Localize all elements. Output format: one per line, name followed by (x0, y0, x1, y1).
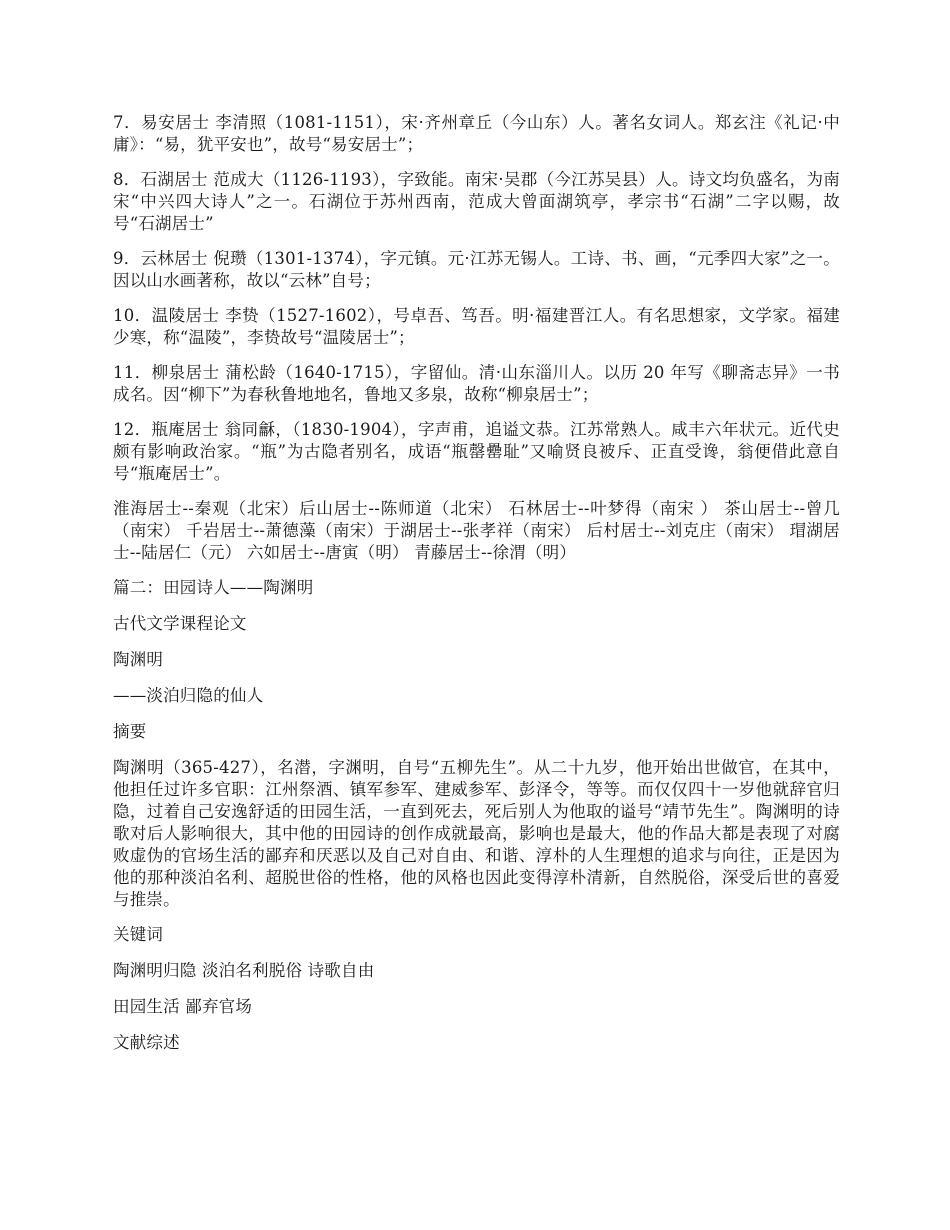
paragraph-li-zhi: 10．温陵居士 李贽（1527-1602），号卓吾、笃吾。明·福建晋江人。有名思想家，文学家。福建少寒，称“温陵”，李贽故号“温陵居士”； (113, 306, 840, 347)
paragraph-jushi-list: 淮海居士--秦观（北宋）后山居士--陈师道（北宋） 石林居士--叶梦得（南宋 ） 茶山居士--曾几（南宋） 千岩居士--萧德藻（南宋）于湖居士--张孝祥（南宋） 后村居士--刘克庄（南宋） 瑁湖居士--陆居仁（元） 六如居士--唐寅（明） 青藤居士--徐渭（明） (113, 499, 840, 562)
paragraph-fan-chengda: 8．石湖居士 范成大（1126-1193），字致能。南宋·吴郡（今江苏吴县）人。诗文均负盛名，为南宋“中兴四大诗人”之一。石湖位于苏州西南，范成大曾面湖筑亭，孝宗书“石湖”二字以赐，故号“石湖居士” (113, 170, 840, 233)
abstract-body: 陶渊明（365-427），名潜，字渊明，自号“五柳先生”。从二十九岁，他开始出世做官，在其中，他担任过许多官职：江州祭酒、镇军参军、建威参军、彭泽令，等等。而仅仅四十一岁他就辞官归隐，过着自己安逸舒适的田园生活，一直到死去，死后别人为他取的谥号“靖节先生”。陶渊明的诗歌对后人影响很大，其中他的田园诗的创作成就最高，影响也是最大，他的作品大都是表现了对腐败虚伪的官场生活的鄙弃和厌恶以及自己对自由、和谐、淳朴的人生理想的追求与向往，正是因为他的那种淡泊名利、超脱世俗的性格，他的风格也因此变得淳朴清新，自然脱俗，深受后世的喜爱与推崇。 (113, 758, 840, 909)
paper-title: 古代文学课程论文 (113, 614, 247, 633)
literature-review-heading: 文献综述 (113, 1033, 180, 1052)
paragraph-ni-zan: 9．云林居士 倪瓒（1301-1374），字元镇。元·江苏无锡人。工诗、书、画，“元季四大家”之一。因以山水画著称，故以“云林”自号； (113, 249, 840, 290)
keywords-heading: 关键词 (113, 925, 164, 944)
abstract-heading: 摘要 (113, 722, 147, 741)
section-heading: 篇二：田园诗人——陶渊明 (113, 578, 314, 597)
paragraph-pu-songling: 11．柳泉居士 蒲松龄（1640-1715），字留仙。清·山东淄川人。以历 20 年写《聊斋志异》一书成名。因“柳下”为春秋鲁地地名，鲁地又多泉，故称“柳泉居士”； (113, 363, 840, 404)
paper-subject: 陶渊明 (113, 650, 164, 669)
paragraph-li-qingzhao: 7．易安居士 李清照（1081-1151），宋·齐州章丘（今山东）人。著名女词人。郑玄注《礼记·中庸》：“易，犹平安也”，故号“易安居士”； (113, 113, 840, 154)
paragraph-weng-tonghe: 12．瓶庵居士 翁同龢，（1830-1904），字声甫，追谥文恭。江苏常熟人。咸丰六年状元。近代史颇有影响政治家。“瓶”为古隐者别名，成语“瓶罄罍耻”又喻贤良被斥、正直受谗，翁便借此意自号“瓶庵居士”。 (113, 420, 840, 483)
paper-subtitle: ——淡泊归隐的仙人 (113, 686, 264, 705)
keywords-line-2: 田园生活 鄙弃官场 (113, 997, 253, 1016)
keywords-line-1: 陶渊明归隐 淡泊名利脱俗 诗歌自由 (113, 961, 375, 980)
